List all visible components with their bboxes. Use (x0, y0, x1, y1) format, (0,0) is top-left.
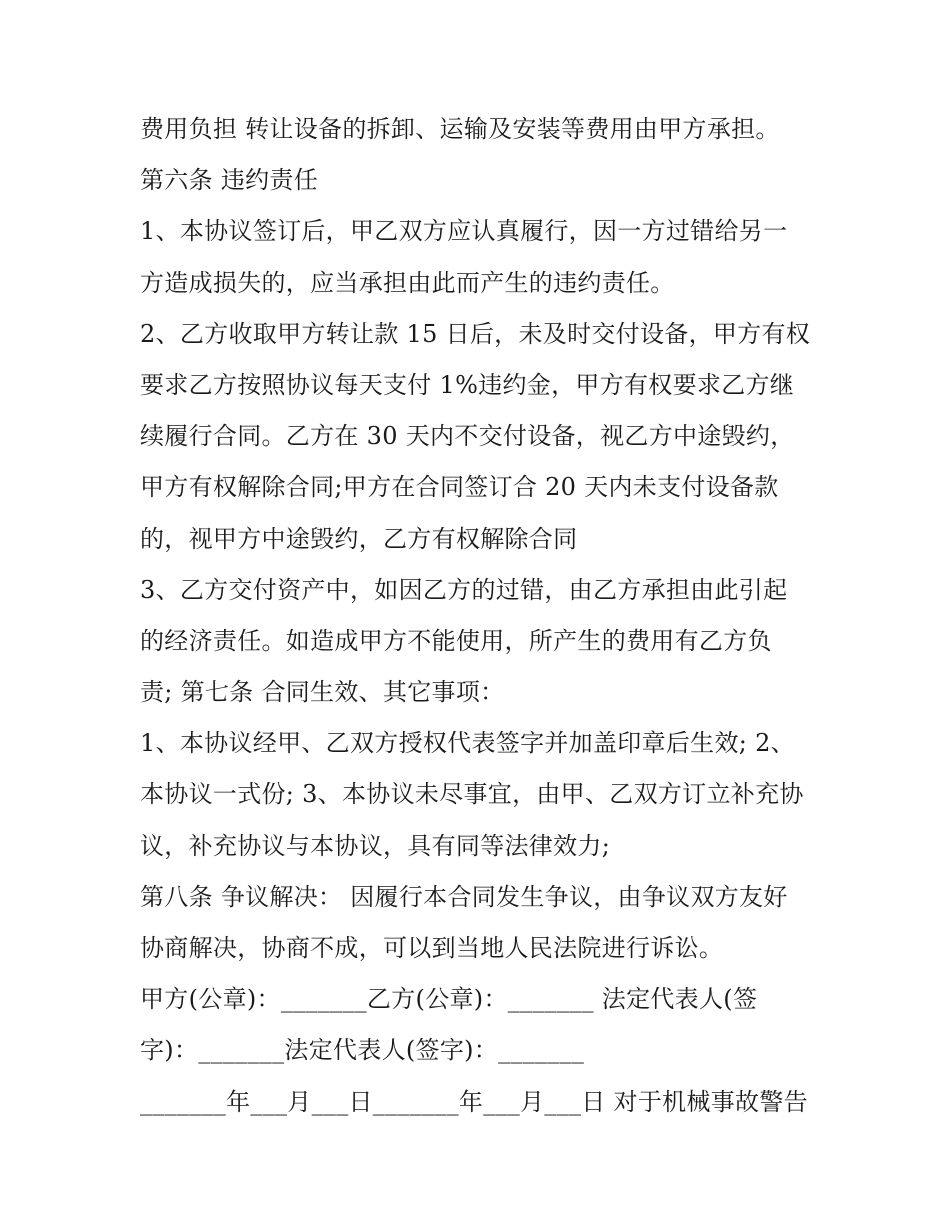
signature-line: 甲方(公章)：_______乙方(公章)：_______ 法定代表人(签 (140, 985, 758, 1014)
text-line: 甲方有权解除合同;甲方在合同签订合 20 天内未支付设备款 (140, 473, 779, 502)
date-line: _______年___月___日_______年___月___日 对于机械事故警告 (140, 1087, 808, 1116)
text-line: 的，视甲方中途毁约，乙方有权解除合同 (140, 524, 578, 553)
text-line: 续履行合同。乙方在 30 天内不交付设备，视乙方中途毁约， (140, 422, 795, 451)
text-line: 本协议一式份; 3、本协议未尽事宜，由甲、乙双方订立补充协 (140, 780, 804, 809)
text-line: 第八条 争议解决： 因履行本合同发生争议，由争议双方友好 (140, 882, 788, 911)
text-line: 要求乙方按照协议每天支付 1%违约金，甲方有权要求乙方继 (140, 370, 795, 399)
section-heading: 第六条 违约责任 (140, 166, 319, 195)
text-line: 方造成损失的，应当承担由此而产生的违约责任。 (140, 268, 675, 297)
text-line: 3、乙方交付资产中，如因乙方的过错，由乙方承担由此引起 (140, 575, 788, 604)
text-line: 责; 第七条 合同生效、其它事项： (140, 678, 505, 707)
signature-line: 字)：_______法定代表人(签字)：_______ (140, 1036, 585, 1065)
document-body (140, 104, 820, 1128)
text-line: 费用负担 转让设备的拆卸、运输及安装等费用由甲方承担。 (140, 115, 780, 143)
text-line: 议，补充协议与本协议，具有同等法律效力; (140, 831, 611, 860)
text-line: 2、乙方收取甲方转让款 15 日后，未及时交付设备，甲方有权 (140, 319, 811, 348)
text-line: 1、本协议经甲、乙双方授权代表签字并加盖印章后生效; 2、 (140, 729, 795, 758)
text-line: 的经济责任。如造成甲方不能使用，所产生的费用有乙方负 (140, 626, 772, 655)
text-line: 1、本协议签订后，甲乙双方应认真履行，因一方过错给另一 (140, 217, 788, 246)
text-line: 协商解决，协商不成，可以到当地人民法院进行诉讼。 (140, 934, 724, 962)
